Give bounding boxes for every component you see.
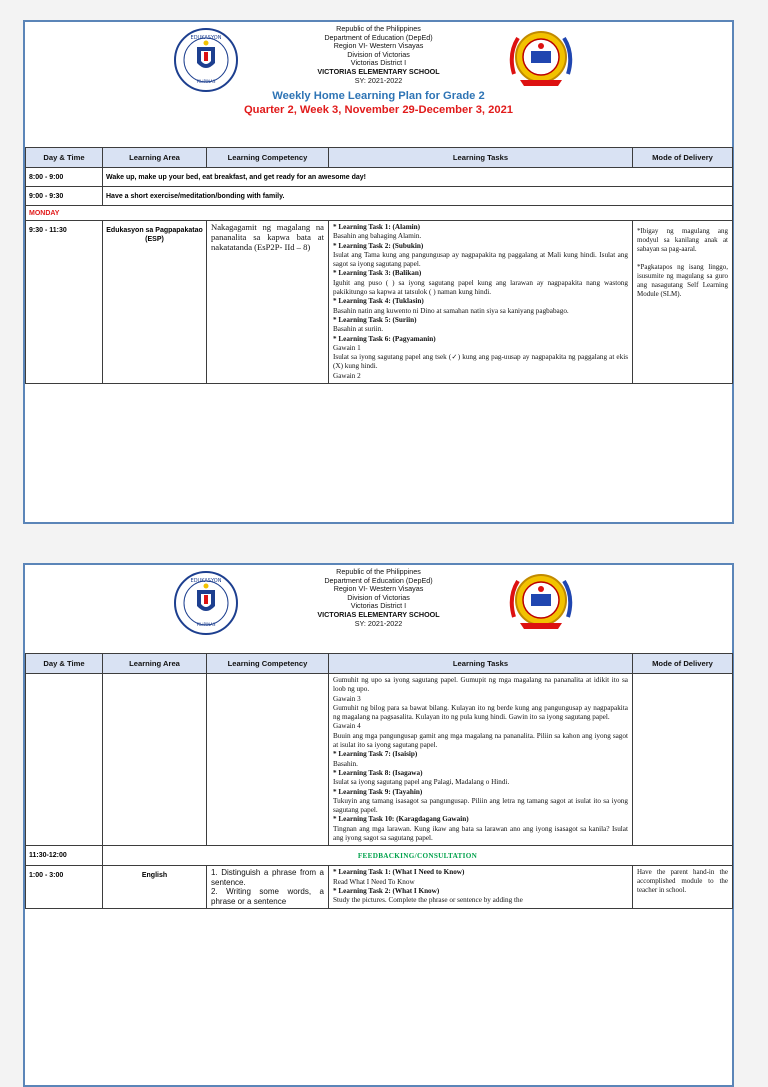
col-header: Learning Area	[103, 148, 207, 168]
task-heading	[333, 788, 628, 797]
col-header: Mode of Delivery	[633, 654, 733, 674]
task-text: Gawain 1	[333, 343, 361, 352]
col-header: Learning Tasks	[329, 654, 633, 674]
task-label: * Learning Task 2:	[333, 241, 393, 250]
col-header: Mode of Delivery	[633, 148, 733, 168]
task-label: * Learning Task 2:	[333, 886, 393, 895]
task-text: Gawain 3	[333, 694, 361, 703]
task-title: (What I Know)	[392, 886, 440, 895]
task-text: Tukuyin ang tamang isasagot sa pangungusap. Piliin ang letra ng tamang sagot at isulat ito sa iyong sagutang papel.	[333, 796, 628, 815]
time-cell: 1:00 - 3:00	[26, 866, 103, 909]
school-seal-icon	[506, 24, 576, 94]
task-label: * Learning Task 3:	[333, 269, 393, 278]
delivery-note: *Pagkatapos ng isang linggo, isusumite ng magulang sa guro ang nasagutang Self Learning Module (SLM).	[637, 263, 728, 298]
svg-text:EDUKASYON: EDUKASYON	[190, 578, 222, 584]
learning-area-cell: Edukasyon sa Pagpapakatao (ESP)	[103, 221, 207, 384]
school-year: SY: 2021-2022	[354, 75, 403, 85]
page-header	[25, 565, 732, 653]
svg-text:PILIPINAS: PILIPINAS	[196, 622, 216, 627]
time-cell: 8:00 - 9:00	[26, 168, 103, 187]
task-text: Isulat ang Tama kung ang pangungusap ay nagpapakita ng paggalang at Mali kung hindi. Isulat ang sagot sa iyong sagutang papel.	[333, 250, 628, 269]
delivery-cell: Have the parent hand-in the accomplished module to the teacher in school.	[633, 866, 733, 909]
time-cell: 9:00 - 9:30	[26, 187, 103, 206]
time-cell: 9:30 - 11:30	[26, 221, 103, 384]
school-name: VICTORIAS ELEMENTARY SCHOOL	[317, 609, 440, 619]
task-text: Tingnan ang mga larawan. Kung ikaw ang bata sa larawan ano ang iyong isasagot sa kanila? Isulat ang iyong sagot sa sagutang papel.	[333, 824, 628, 843]
table-row	[26, 206, 733, 221]
task-title: (Isagawa)	[392, 768, 423, 777]
table-row	[26, 674, 733, 846]
task-label: * Learning Task 1:	[333, 223, 393, 231]
header-line: Victorias District I	[350, 601, 407, 611]
task-list	[333, 868, 628, 905]
task-list	[333, 223, 628, 381]
task-label: * Learning Task 7:	[333, 750, 393, 759]
task-heading	[333, 868, 628, 877]
delivery-note: *Ibigay ng magulang ang modyul sa kanilang anak at sabayan sa pag-aaral.	[637, 227, 728, 253]
table-row	[26, 168, 733, 187]
header-line: Victorias District I	[350, 58, 407, 68]
task-text: Gawain 4	[333, 722, 361, 731]
header-line: Department of Education (DepEd)	[324, 32, 433, 42]
col-header: Day & Time	[26, 654, 103, 674]
competency-cell: Nakagagamit ng magalang na pananalita sa kapwa bata at nakatatanda (EsP2P- IId – 8)	[207, 221, 329, 384]
task-title: (Karagdagang Gawain)	[396, 815, 469, 824]
task-text: Iguhit ang puso ( ) sa iyong sagutang papel kung ang larawan ay nagpapakita nang wastong pakikitungo sa kapwa at tatsulok ( ) naman kung hindi.	[333, 278, 628, 297]
task-text: Gumuhit ng upo sa iyong sagutang papel. Gumupit ng mga magalang na pananalita at idikit ito sa loob ng upo.	[333, 676, 628, 694]
task-label: * Learning Task 4:	[333, 297, 393, 306]
competency-cell	[207, 866, 329, 909]
plan-title: Weekly Home Learning Plan for Grade 2	[272, 90, 485, 103]
col-header: Learning Tasks	[329, 148, 633, 168]
task-label: * Learning Task 9:	[333, 787, 393, 796]
plan-table	[25, 147, 733, 384]
task-title: (What I Need to Know)	[392, 868, 465, 877]
feedback-cell: FEEDBACKING/CONSULTATION	[103, 846, 733, 866]
competency-item: 2. Writing some words, a phrase or a sentence	[211, 887, 324, 906]
task-title: (Tayahin)	[392, 787, 423, 796]
task-title: (Alamin)	[392, 223, 421, 231]
task-text: Isulat sa iyong sagutang papel ang Palagi, Madalang o Hindi.	[333, 778, 510, 787]
task-title: (Tuklasin)	[392, 297, 424, 306]
task-heading	[333, 223, 628, 232]
competency-item: 1. Distinguish a phrase from a sentence.	[211, 868, 324, 887]
col-header: Day & Time	[26, 148, 103, 168]
task-text: Basahin ang bahaging Alamin.	[333, 232, 422, 241]
plan-table	[25, 653, 733, 909]
task-text: Study the pictures. Complete the phrase or sentence by adding the	[333, 896, 523, 905]
quarter-subtitle: Quarter 2, Week 3, November 29-December 3, 2021	[243, 104, 514, 117]
header-line: Republic of the Philippines	[336, 24, 421, 33]
time-cell	[26, 674, 103, 846]
col-header: Learning Competency	[207, 148, 329, 168]
header-line: Region VI- Western Visayas	[333, 584, 424, 594]
page-header	[25, 22, 732, 147]
task-heading	[333, 269, 628, 278]
deped-seal-icon	[173, 27, 239, 93]
svg-text:EDUKASYON: EDUKASYON	[190, 35, 222, 41]
table-row	[26, 866, 733, 909]
task-label: * Learning Task 1:	[333, 868, 393, 877]
table-row	[26, 846, 733, 866]
learning-area-cell: English	[103, 866, 207, 909]
task-heading	[333, 769, 628, 778]
task-title: (Isaisip)	[392, 750, 418, 759]
school-year: SY: 2021-2022	[354, 618, 403, 628]
task-text: Isulat sa iyong sagutang papel ang tsek (✓) kung ang pag-uusap ay nagpapakita ng paggalang at ekis (X) kung hindi.	[333, 353, 628, 371]
task-label: * Learning Task 6:	[333, 334, 393, 343]
day-label: MONDAY	[26, 206, 733, 221]
competency-cell	[207, 674, 329, 846]
task-heading	[333, 815, 628, 824]
deped-seal-icon	[173, 570, 239, 636]
activity-cell: Have a short exercise/meditation/bonding with family.	[103, 187, 733, 206]
table-row	[26, 187, 733, 206]
task-text: Basahin.	[333, 759, 358, 768]
task-label: * Learning Task 5:	[333, 315, 393, 324]
delivery-cell	[633, 221, 733, 384]
plan-page-1	[23, 20, 734, 524]
task-text: Read What I Need To Know	[333, 877, 415, 886]
task-heading	[333, 750, 628, 759]
col-header: Learning Area	[103, 654, 207, 674]
task-list	[333, 676, 628, 843]
table-header-row	[26, 654, 733, 674]
task-heading	[333, 887, 628, 896]
task-title: (Balikan)	[392, 269, 422, 278]
task-title: (Suriin)	[392, 315, 417, 324]
learning-tasks-cell	[329, 866, 633, 909]
header-line: Region VI- Western Visayas	[333, 41, 424, 51]
learning-tasks-cell	[329, 221, 633, 384]
svg-text:PILIPINAS: PILIPINAS	[196, 79, 216, 84]
task-text: Basahin natin ang kuwento ni Dino at samahan natin siya sa kaniyang pagbabago.	[333, 306, 569, 315]
delivery-cell	[633, 674, 733, 846]
table-header-row	[26, 148, 733, 168]
task-label: * Learning Task 10:	[333, 815, 397, 824]
task-text: Buuin ang mga pangungusap gamit ang mga magalang na pananalita. Piliin sa kahon ang iyong sagot at isulat ito sa iyong sagutang papel.	[333, 731, 628, 750]
task-label: * Learning Task 8:	[333, 768, 393, 777]
plan-page-2	[23, 563, 734, 1087]
learning-area-cell	[103, 674, 207, 846]
header-line: Division of Victorias	[347, 49, 410, 59]
col-header: Learning Competency	[207, 654, 329, 674]
school-seal-icon	[506, 567, 576, 637]
task-text: Basahin at suriin.	[333, 325, 384, 334]
header-line: Department of Education (DepEd)	[324, 575, 433, 585]
task-text: Gawain 2	[333, 371, 361, 380]
task-title: (Pagyamanin)	[392, 334, 436, 343]
table-row	[26, 221, 733, 384]
task-text: Gumuhit ng bilog para sa bawat bilang. Kulayan ito ng berde kung ang pangungusap ay nagpapakita ng magalang na pagsasalita. Kulayan ito ng pula kung hindi. Gawin ito sa iyong sagutang papel.	[333, 703, 628, 722]
task-title: (Subukin)	[392, 241, 424, 250]
header-line: Division of Victorias	[347, 592, 410, 602]
activity-cell: Wake up, make up your bed, eat breakfast, and get ready for an awesome day!	[103, 168, 733, 187]
school-name: VICTORIAS ELEMENTARY SCHOOL	[317, 66, 440, 76]
header-line: Republic of the Philippines	[336, 567, 421, 576]
task-heading	[333, 335, 628, 344]
task-heading	[333, 242, 628, 251]
time-cell: 11:30-12:00	[26, 846, 103, 866]
task-heading	[333, 297, 628, 306]
task-heading	[333, 316, 628, 325]
learning-tasks-cell	[329, 674, 633, 846]
